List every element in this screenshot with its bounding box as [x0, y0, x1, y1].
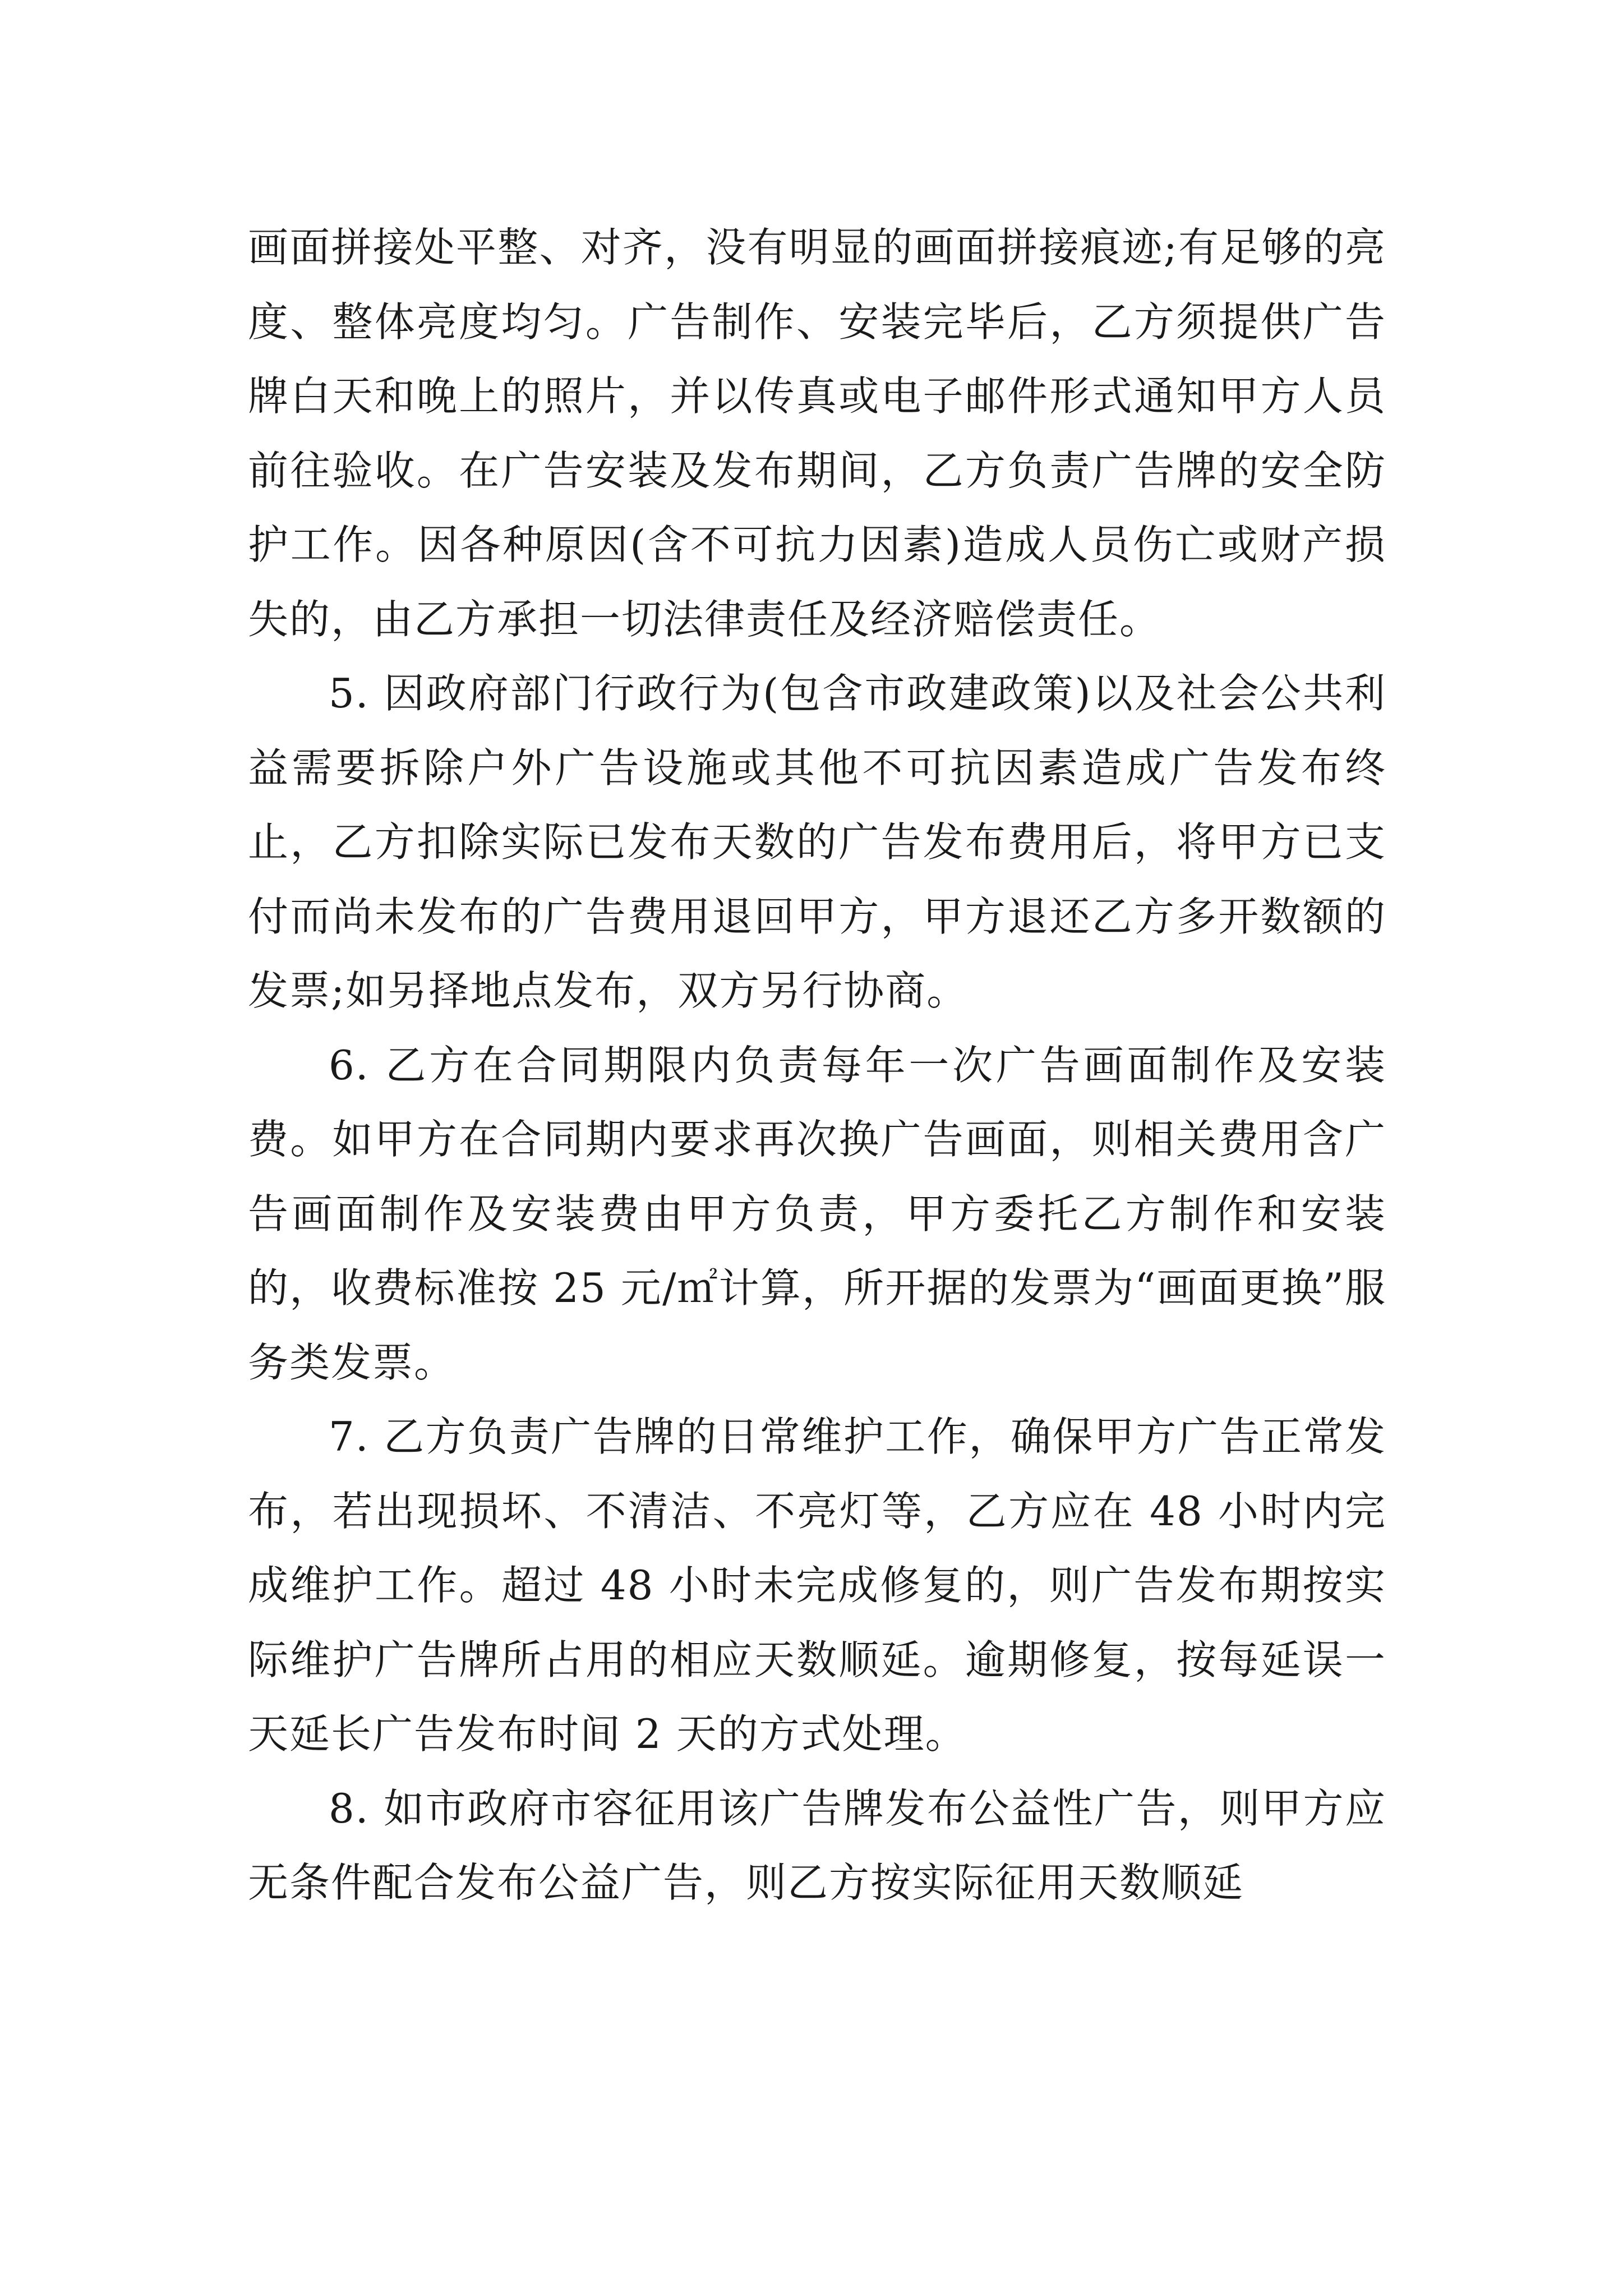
paragraph-clause-7: 7. 乙方负责广告牌的日常维护工作，确保甲方广告正常发布，若出现损坏、不清洁、不亮灯等，乙方应在 48 小时内完成维护工作。超过 48 小时未完成修复的，则广告发布期按实际维护广告牌所占用的相应天数顺延。逾期修复，按每延误一天延长广告发布时间 2 天的方式处理。	[248, 1413, 1386, 1757]
paragraph-clause-6: 6. 乙方在合同期限内负责每年一次广告画面制作及安装费。如甲方在合同期内要求再次换广告画面，则相关费用含广告画面制作及安装费由甲方负责，甲方委托乙方制作和安装的，收费标准按 25 元/㎡计算，所开据的发票为“画面更换”服务类发票。	[248, 1041, 1386, 1386]
paragraph-clause-8: 8. 如市政府市容征用该广告牌发布公益性广告，则甲方应无条件配合发布公益广告，则乙方按实际征用天数顺延	[248, 1784, 1386, 1906]
paragraph-continuation: 画面拼接处平整、对齐，没有明显的画面拼接痕迹;有足够的亮度、整体亮度均匀。广告制作、安装完毕后，乙方须提供广告牌白天和晚上的照片，并以传真或电子邮件形式通知甲方人员前往验收。在广告安装及发布期间，乙方负责广告牌的安全防护工作。因各种原因(含不可抗力因素)造成人员伤亡或财产损失的，由乙方承担一切法律责任及经济赔偿责任。	[248, 224, 1386, 643]
document-body	[248, 210, 1386, 1920]
paragraph-clause-5: 5. 因政府部门行政行为(包含市政建政策)以及社会公共利益需要拆除户外广告设施或其他不可抗因素造成广告发布终止，乙方扣除实际已发布天数的广告发布费用后，将甲方已支付而尚未发布的广告费用退回甲方，甲方退还乙方多开数额的发票;如另择地点发布，双方另行协商。	[248, 670, 1386, 1014]
